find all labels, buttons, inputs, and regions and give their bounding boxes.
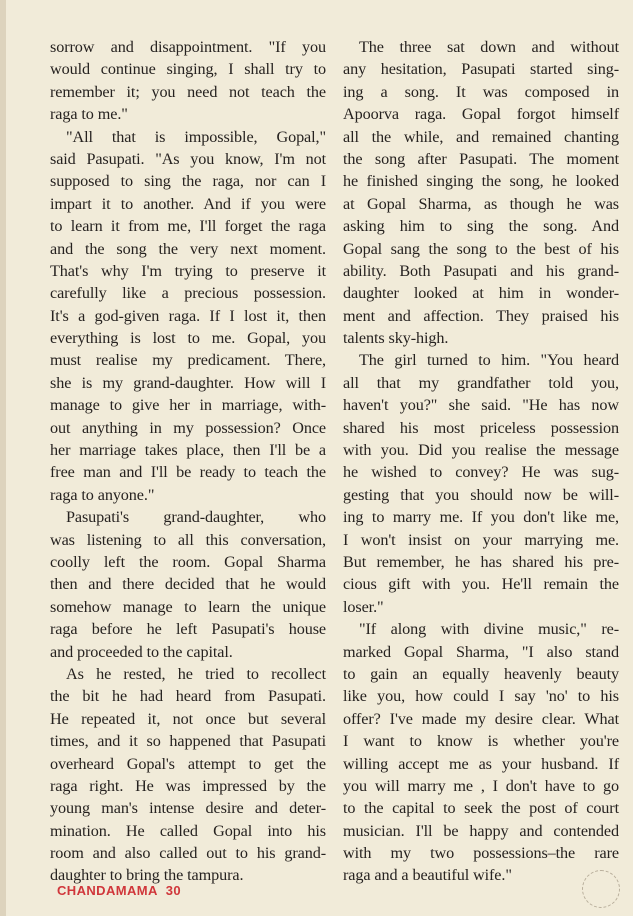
text-line: The girl turned to him. "You heard [359, 351, 619, 370]
text-line: He repeated it, not once but several [50, 709, 326, 728]
text-line: to the capital to seek the post of court [343, 799, 619, 818]
text-line: Gopal sang the song to the best of his [343, 239, 619, 258]
text-line: ing to marry me. If you don't like me, [343, 508, 619, 527]
text-line: shared his most priceless possession [343, 418, 619, 437]
text-line: I won't insist on your marrying me. [343, 530, 619, 549]
text-line: remember it; you need not teach the [50, 82, 326, 101]
text-line: ability. Both Pasupati and his grand- [343, 261, 619, 280]
text-line: was listening to all this conversation, [50, 530, 326, 549]
text-line: the bit he had heard from Pasupati. [50, 687, 326, 706]
text-line: talents sky-high. [343, 329, 449, 348]
text-line: said Pasupati. "As you know, I'm not [50, 149, 326, 168]
text-line: That's why I'm trying to preserve it [50, 261, 326, 280]
text-line: room and also called out to his grand- [50, 844, 326, 863]
text-line: any hesitation, Pasupati started sing- [343, 60, 619, 79]
text-line: raga before he left Pasupati's house [50, 620, 326, 639]
text-line: As he rested, he tried to recollect [66, 664, 326, 683]
text-line: ment and affection. They praised his [343, 306, 619, 325]
text-line: everything is lost to me. Gopal, you [50, 329, 326, 348]
text-line: like you, how could I say 'no' to his [343, 687, 619, 706]
text-line: haven't you?" she said. "He has now [343, 396, 619, 415]
text-line: raga to anyone." [50, 485, 155, 504]
text-line: The three sat down and without [359, 38, 619, 56]
text-line: daughter to bring the tampura. [50, 866, 244, 885]
text-line: young man's intense desire and deter- [50, 799, 326, 818]
text-line: impart it to another. And if you were [50, 194, 326, 213]
magazine-name: CHANDAMAMA [57, 883, 158, 898]
text-line: raga and a beautiful wife." [343, 866, 512, 885]
text-line: the song after Pasupati. The moment [343, 149, 619, 168]
text-line: out anything in my possession? Once [50, 418, 326, 437]
text-line: It's a god-given raga. If I lost it, then [50, 306, 326, 325]
text-line: and the song the very next moment. [50, 239, 326, 258]
text-line: ing a song. It was composed in [343, 82, 619, 101]
text-line: would continue singing, I shall try to [50, 60, 326, 79]
text-line: then and there decided that he would [50, 575, 326, 594]
library-stamp [582, 870, 620, 908]
text-line: must realise my predicament. There, [50, 351, 326, 370]
text-line: all the while, and remained chanting [343, 127, 619, 146]
page-edge [0, 0, 6, 916]
text-line: with my two possessions–the rare [343, 844, 619, 863]
text-line: at Gopal Sharma, as though he was [343, 194, 619, 213]
text-line: coolly left the room. Gopal Sharma [50, 552, 326, 571]
text-line: cious gift with you. He'll remain the [343, 575, 619, 594]
text-line: her marriage takes place, then I'll be a [50, 441, 326, 460]
text-line: marked Gopal Sharma, "I also stand [343, 642, 619, 661]
text-line: with you. Did you realise the message [343, 441, 619, 460]
text-line: musician. I'll be happy and contended [343, 821, 619, 840]
text-column-left [50, 36, 326, 887]
text-line: daughter looked at him in wonder- [343, 284, 619, 303]
text-line: But remember, he has shared his pre- [343, 552, 619, 571]
text-line: she is my grand-daughter. How will I [50, 373, 326, 392]
text-line: overheard Gopal's attempt to get the [50, 754, 326, 773]
text-line: carefully like a precious possession. [50, 284, 326, 303]
text-line: asking him to sing the song. And [343, 217, 619, 236]
text-line: all that my grandfather told you, [343, 373, 619, 392]
text-line: "All that is impossible, Gopal," [66, 127, 326, 146]
text-line: I want to know is whether you're [343, 732, 619, 751]
text-line: and proceeded to the capital. [50, 642, 233, 661]
text-line: you will marry me , I don't have to go [343, 776, 619, 795]
text-line: Apoorva raga. Gopal forgot himself [343, 105, 619, 124]
page-number: 30 [165, 883, 182, 898]
text-line: loser." [343, 597, 384, 616]
text-line: supposed to sing the raga, nor can I [50, 172, 326, 191]
text-line: to learn it from me, I'll forget the raga [50, 217, 326, 236]
text-line: free man and I'll be ready to teach the [50, 463, 326, 482]
text-line: times, and it so happened that Pasupati [50, 732, 326, 751]
text-line: willing accept me as your husband. If [343, 754, 619, 773]
page-footer [57, 883, 181, 898]
text-line: to gain an equally heavenly beauty [343, 664, 619, 683]
text-line: raga to me." [50, 105, 128, 124]
text-line: manage to give her in marriage, with- [50, 396, 326, 415]
text-line: mination. He called Gopal into his [50, 821, 326, 840]
text-line: he wished to convey? He was sug- [343, 463, 619, 482]
text-line: Pasupati's grand-daughter, who [66, 508, 326, 527]
text-line: raga right. He was impressed by the [50, 776, 326, 795]
text-line: offer? I've made my desire clear. What [343, 709, 619, 728]
text-line: somehow manage to learn the unique [50, 597, 326, 616]
text-line: "If along with divine music," re- [359, 620, 619, 639]
text-line: he finished singing the song, he looked [343, 172, 619, 191]
text-column-right [343, 36, 619, 887]
text-line: gesting that you should now be will- [343, 485, 619, 504]
text-line: sorrow and disappointment. "If you [50, 38, 326, 56]
